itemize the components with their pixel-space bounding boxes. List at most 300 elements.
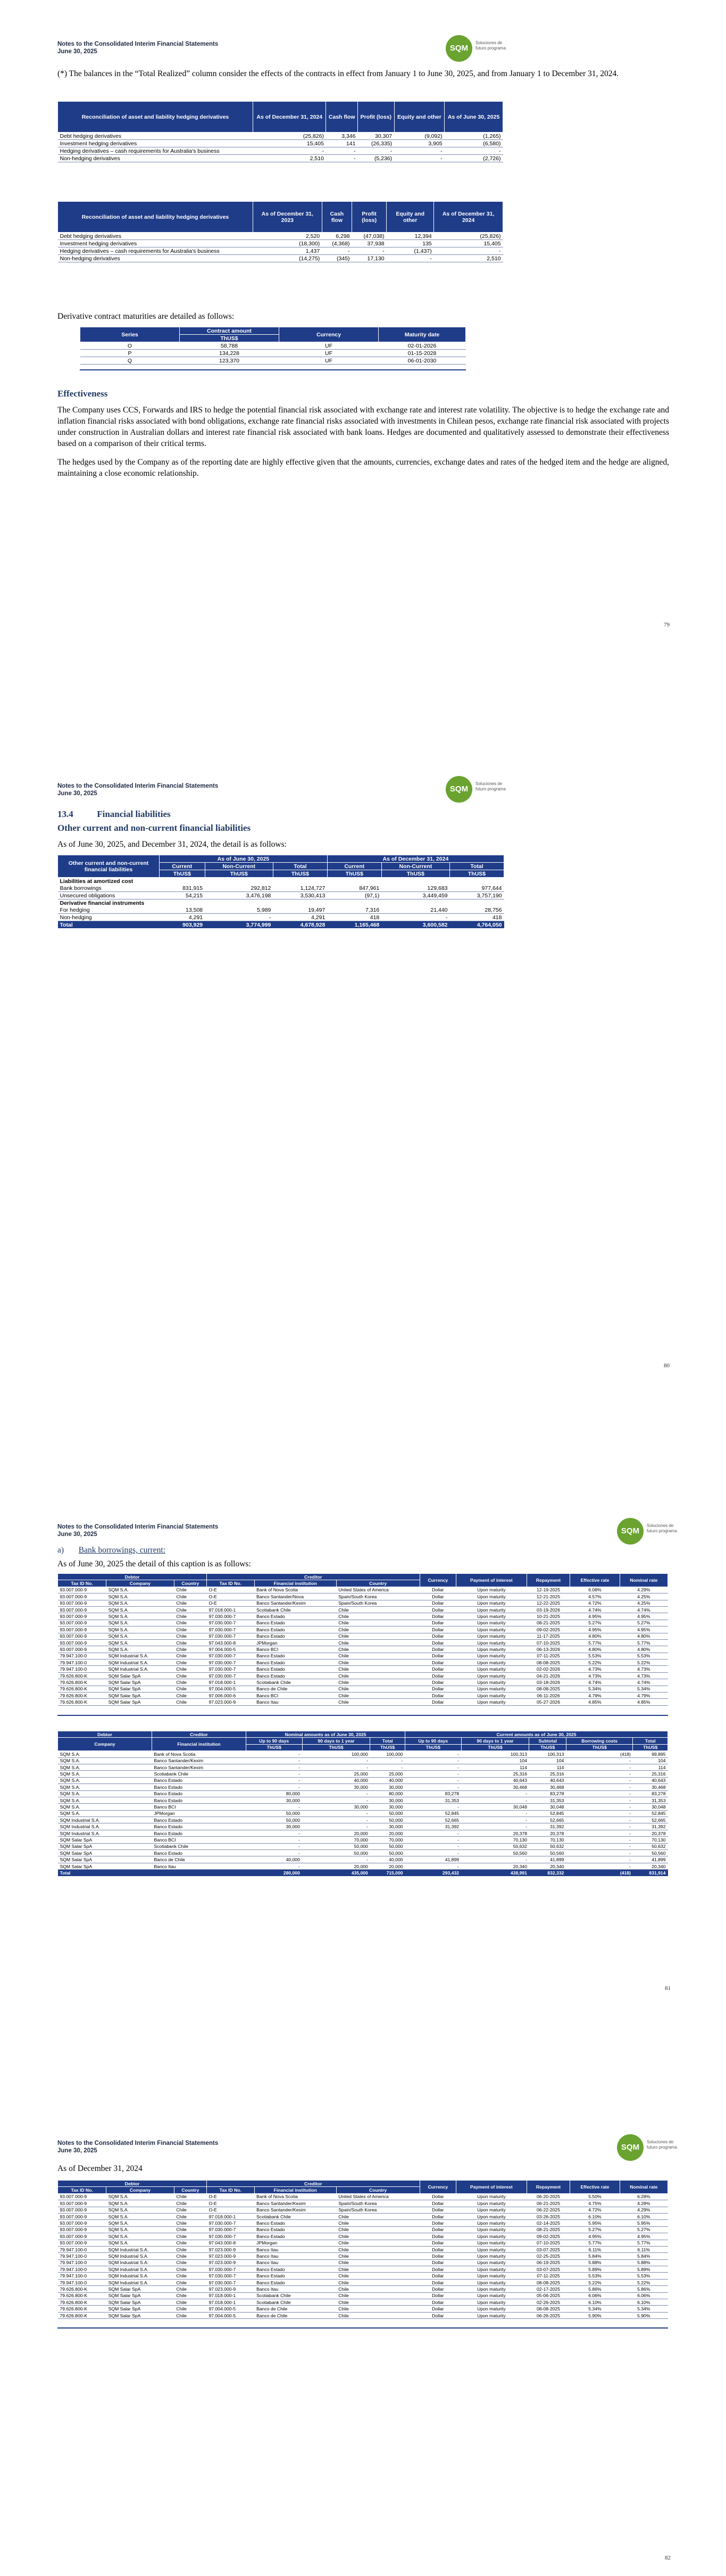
table-cell: (97,1) [327,892,381,899]
table-cell: 52,845 [529,1810,566,1817]
table-cell: SQM S.A. [106,1613,174,1620]
table-cell: Dollar [420,2312,456,2318]
table-cell: 4.85% [620,1699,667,1705]
table-cell: - [357,147,394,155]
table-cell: 93.007.000-9 [58,2226,106,2233]
table-cell: 3,757,190 [450,892,504,899]
table-cell: SQM S.A. [106,2226,174,2233]
table-cell: Banco Itau [254,2286,336,2292]
table-cell: - [405,1777,462,1784]
table-cell: Dollar [420,2259,456,2266]
table-cell: 5.77% [620,2240,667,2246]
table-cell: Chile [336,1699,420,1705]
table-row [58,1843,668,1850]
col-header: Series [80,327,180,342]
table-cell: SQM S.A. [58,1757,152,1764]
table-cell: 97.030.000-7 [206,2220,254,2226]
col-header: Country [336,1580,420,1587]
table-cell: 50,560 [529,1850,566,1856]
table-cell: Upon maturity [456,2220,527,2226]
table-row [58,1830,668,1836]
table-cell: 41,899 [633,1856,668,1863]
table-cell: - [302,1797,370,1803]
table-row [80,357,466,365]
table-cell: 83,278 [529,1790,566,1797]
col-header: Repayment [527,1574,570,1587]
header-date: June 30, 2025 [57,1531,97,1538]
group-header: Nominal amounts as of June 30, 2025 [246,1731,405,1738]
table-cell: 5,989 [205,906,273,914]
table-cell: SQM S.A. [106,1606,174,1613]
group-header: Creditor [206,2181,420,2187]
table-cell: 07-11-2025 [527,2273,570,2279]
table-cell: 123,370 [180,357,279,365]
table-cell: O-E [206,1594,254,1600]
table-row [58,1633,668,1639]
col-header: Cash flow [322,202,352,233]
table-cell: Upon maturity [456,1672,527,1679]
table-cell: 93.007.000-9 [58,1646,106,1653]
table-cell: 20,340 [529,1863,566,1869]
table-cell: Chile [174,2306,206,2312]
page-82 [0,2092,726,2576]
table-cell: 83,278 [405,1790,462,1797]
total-row [58,921,504,929]
logo-tagline: Soluciones de futuro programa [647,1523,677,1533]
table-row [58,1672,668,1679]
table-cell: 5.53% [620,2273,667,2279]
table-cell: 07-10-2025 [527,2240,570,2246]
unit-header: ThUS$ [180,335,279,342]
table-cell: 847,961 [327,885,381,892]
table-cell: Dollar [420,1639,456,1646]
logo-text: SQM [621,1526,640,1535]
table-cell: Chile [336,2273,420,2279]
table-cell: 6,298 [322,233,352,240]
col-header: Contract amount [180,327,279,335]
col-header: Currency [420,1574,456,1587]
table-cell: 97.030.000-7 [206,2279,254,2285]
logo-text: SQM [621,2143,640,2152]
table-cell: - [302,1823,370,1830]
table-cell: 5.77% [570,1639,620,1646]
table-cell: - [322,247,352,255]
table-cell: 02-25-2025 [527,2253,570,2259]
table-cell: - [405,1837,462,1843]
table-row [58,1757,668,1764]
table-cell: Upon maturity [456,1699,527,1705]
table-cell: - [246,1764,303,1770]
table-cell: SQM Salar SpA [106,1692,174,1699]
group-header: Debtor [58,2181,207,2187]
table-cell: 2,510 [434,255,503,262]
table-cell: 70,130 [529,1837,566,1843]
header-date: June 30, 2025 [57,790,97,797]
table-body [58,133,503,162]
table-cell: 3,530,413 [273,892,327,899]
table-body [58,878,504,929]
table-row [58,2240,668,2246]
maturity-table [80,327,466,365]
col-header: 90 days to 1 year [302,1738,370,1744]
subsection-heading [57,1545,669,1556]
table-cell: Chile [174,2253,206,2259]
table-cell: - [405,1850,462,1856]
table-row [58,2286,668,2292]
table-cell: - [566,1804,633,1810]
table-cell: Dollar [420,1594,456,1600]
effectiveness-paragraph-2: The hedges used by the Company as of the reporting date are highly effective given that the amounts, currencies, exchange dates and rates of the hedged item and the hedge are aligned, maintaining a close economic relationship. [57,458,669,478]
col-header: As of December 31, 2024 [434,202,503,233]
table-cell: Spain/South Korea [336,1600,420,1606]
table-cell: Dollar [420,1646,456,1653]
total-cell: (418) [566,1870,633,1876]
table-cell: Banco Estado [254,2273,336,2279]
table-cell: 20,000 [370,1863,405,1869]
table-cell: 1,124,727 [273,885,327,892]
col-header: Non-Current [205,863,273,870]
table-cell: Chile [174,1620,206,1626]
table-cell: Chile [174,1626,206,1633]
table-cell: Chile [336,2213,420,2219]
table-cell: - [566,1830,633,1836]
table-cell: Upon maturity [456,2306,527,2312]
logo-tagline: Soluciones de futuro programa [475,781,506,791]
table-cell: Banco Estado [254,1626,336,1633]
table-cell: Banco Estado [152,1850,246,1856]
table-cell: SQM Salar SpA [106,1699,174,1705]
table-cell [450,899,504,907]
table-body [58,2193,668,2318]
table-row [58,2259,668,2266]
bank-borrowings-intro: As of June 30, 2025 the detail of this caption is as follows: [57,1559,251,1568]
table-cell: (25,826) [253,133,326,140]
table-cell: Debt hedging derivatives [58,233,253,240]
table-cell: - [246,1757,303,1764]
total-cell: 715,000 [370,1870,405,1876]
table-row [58,2266,668,2273]
table-cell: 97.004.000-5 [206,1686,254,1692]
table-cell: United States of America [336,2193,420,2200]
table-cell: Chile [174,1646,206,1653]
table-cell: 21,440 [381,906,449,914]
table-cell: 5.27% [570,1620,620,1626]
table-cell: 5.34% [570,1686,620,1692]
table-cell [381,878,449,885]
table-cell: 5.86% [570,2286,620,2292]
table-cell: - [246,1843,303,1850]
table-cell: SQM Industrial S.A. [58,1830,152,1836]
table-cell: Chile [174,1692,206,1699]
table-cell: Banco Estado [254,2220,336,2226]
table-cell: 5.77% [570,2240,620,2246]
table-cell: Banco Estado [254,1659,336,1666]
table-cell: 4.95% [620,1613,667,1620]
table-cell: O [80,342,180,350]
table-cell: - [461,1817,529,1823]
table-row [58,906,504,914]
table-cell: Dollar [420,1699,456,1705]
table-cell: Chile [174,1587,206,1593]
table-cell: 20,340 [633,1863,668,1869]
table-cell: 2,510 [253,155,326,162]
table-cell: 292,812 [205,885,273,892]
table-row [58,1771,668,1777]
table-cell: 25,316 [633,1771,668,1777]
table-cell: United States of America [336,1587,420,1593]
table-cell: Chile [174,2213,206,2219]
table-cell: 97.018.000-1 [206,2292,254,2299]
col-header: Non-Current [381,863,449,870]
table-cell: SQM S.A. [58,1797,152,1803]
unit-header: ThUS$ [566,1744,633,1751]
table-cell: - [405,1764,462,1770]
table-cell: Chile [336,1646,420,1653]
table-cell: 09-02-2025 [527,2233,570,2240]
table-cell: JPMorgan [152,1810,246,1817]
col-header: Other current and non-current financial liabilities [58,855,160,878]
table-row [58,1764,668,1770]
table-cell: - [566,1823,633,1830]
table-rule [80,369,466,370]
col-header: Equity and other [394,102,444,133]
table-row [58,2299,668,2306]
table-cell: SQM S.A. [106,2200,174,2207]
table-cell: 3,449,459 [381,892,449,899]
table-cell: Upon maturity [456,1639,527,1646]
table-cell: Banco BCI [152,1804,246,1810]
table-cell: 25,316 [529,1771,566,1777]
table-row [58,255,503,262]
table-cell: SQM Salar SpA [106,1672,174,1679]
total-cell: 831,914 [633,1870,668,1876]
table-cell: Upon maturity [456,2273,527,2279]
table-cell: 30,307 [357,133,394,140]
table-cell: SQM S.A. [58,1784,152,1790]
table-cell: (5,236) [357,155,394,162]
row-label: Derivative financial instruments [60,899,145,906]
table-cell: Chile [174,2246,206,2252]
table-cell: 114 [529,1764,566,1770]
table-cell: 50,632 [461,1843,529,1850]
table-cell: 129,683 [381,885,449,892]
table-cell: Upon maturity [456,1692,527,1699]
table-cell: SQM S.A. [106,2233,174,2240]
table-cell: 79.626.800-K [58,1686,106,1692]
table-cell: 79.626.800-K [58,2286,106,2292]
table-cell [327,899,381,907]
total-cell: 903,929 [160,921,205,929]
table-cell: Banco Estado [254,2226,336,2233]
table-cell [205,899,273,907]
table-cell: Bank of Nova Scotia [254,2193,336,2200]
table-cell: - [566,1771,633,1777]
table-cell: Dollar [420,1666,456,1672]
table-cell: Chile [174,2193,206,2200]
page-80 [0,745,726,1410]
table-cell: 79.626.800-K [58,2306,106,2312]
table-cell: Dollar [420,1587,456,1593]
table-cell: 79.626.800-K [58,2312,106,2318]
table-cell: Banco Estado [152,1790,246,1797]
table-cell: - [566,1777,633,1784]
table-cell: 79.626.800-K [58,1679,106,1686]
page-header [57,1523,218,1538]
table-cell: 15,405 [253,140,326,147]
table-cell: Banco Itau [254,2259,336,2266]
header-title: Notes to the Consolidated Interim Financial Statements [57,1524,219,1530]
table-cell: 97.030.000-7 [206,2233,254,2240]
col-header: Total [370,1738,405,1744]
logo-text: SQM [449,785,469,794]
table-cell: 4.85% [570,1699,620,1705]
table-cell: SQM Salar SpA [106,1686,174,1692]
table-cell: 5.34% [620,1686,667,1692]
table-cell: 70,130 [461,1837,529,1843]
table-cell: 5.86% [620,2286,667,2292]
table-cell: - [246,1784,303,1790]
table-cell: Banco Itau [152,1863,246,1869]
table-cell: SQM Salar SpA [106,2286,174,2292]
table-cell: 5.53% [570,2273,620,2279]
table-cell: 30,000 [370,1784,405,1790]
table-cell: 100,000 [370,1751,405,1757]
table-cell: 4.95% [620,1626,667,1633]
table-cell: Banco Estado [254,1613,336,1620]
table-cell: 52,665 [529,1817,566,1823]
table-cell: Dollar [420,2286,456,2292]
col-header: Reconciliation of asset and liability hedging derivatives [58,202,253,233]
table-cell: Banco de Chile [254,1686,336,1692]
col-header: Effective rate [570,1574,620,1587]
table-cell: Upon maturity [456,1600,527,1606]
col-header: Tax ID No. [58,2187,106,2193]
table-cell: Scotiabank Chile [254,2299,336,2306]
table-cell: Spain/South Korea [336,1594,420,1600]
table-cell: 97.023.000-9 [206,2286,254,2292]
table-cell: 93.007.000-9 [58,1639,106,1646]
table-cell: Upon maturity [456,1653,527,1659]
table-cell: Dollar [420,2207,456,2213]
table-cell: 5.95% [570,2220,620,2226]
table-cell: 134,228 [180,350,279,357]
table-cell: SQM S.A. [106,1620,174,1626]
table-cell: Banco Santander/Kexim [254,1600,336,1606]
table-cell: Chile [174,2200,206,2207]
table-cell: 4.74% [570,1679,620,1686]
table-cell: 6.10% [570,2299,620,2306]
table-cell: 06-21-2025 [527,2200,570,2207]
table-cell: Dollar [420,2273,456,2279]
table-cell: 5.53% [620,1653,667,1659]
table-cell: Upon maturity [456,1613,527,1620]
logo-text: SQM [449,44,469,53]
total-cell: 4,678,928 [273,921,327,929]
table-cell: 114 [633,1764,668,1770]
table-row [58,2193,668,2200]
table-cell: 79.626.800-K [58,2299,106,2306]
table-cell: - [326,155,358,162]
table-cell: Chile [336,1613,420,1620]
table-cell: 02-17-2025 [527,2286,570,2292]
table-cell: 79.626.800-K [58,1672,106,1679]
table-cell: SQM Salar SpA [106,2292,174,2299]
table-cell: 6.11% [570,2246,620,2252]
table-cell: 97.018.000-1 [206,1679,254,1686]
table-cell: Chile [174,1594,206,1600]
table-cell: 93.007.000-9 [58,2207,106,2213]
table-row [58,240,503,247]
table-cell: 70,000 [302,1837,370,1843]
table-cell: Chile [174,2286,206,2292]
table-cell: UF [279,342,379,350]
item-title: Bank borrowings, current: [78,1546,165,1555]
table-cell: 6.06% [570,2292,620,2299]
table-cell: 41,899 [529,1856,566,1863]
table-cell: 418 [327,914,381,921]
table-cell: 30,048 [633,1804,668,1810]
col-header: Currency [420,2181,456,2194]
item-letter: a) [57,1546,64,1555]
table-cell: (418) [566,1751,633,1757]
unit-header: ThUS$ [381,870,449,878]
table-cell: 12-19-2025 [527,1587,570,1593]
unit-header: ThUS$ [273,870,327,878]
table-cell: 93.007.000-9 [58,2200,106,2207]
table-cell: - [405,1751,462,1757]
table-cell: - [302,1764,370,1770]
table-cell: 97.030.000-7 [206,2273,254,2279]
table-cell: 97.004.000-5 [206,2306,254,2312]
col-header: Payment of interest [456,2181,527,2194]
unit-header: ThUS$ [529,1744,566,1751]
table-cell: Banco Estado [254,1653,336,1659]
table-cell: 93.007.000-9 [58,1594,106,1600]
table-cell: 97.004.000-5 [206,2312,254,2318]
table-cell: 08-21-2025 [527,1620,570,1626]
table-cell: Banco Estado [254,1672,336,1679]
total-cell: 280,000 [246,1870,303,1876]
table-cell: Investment hedging derivatives [58,140,253,147]
table-cell: Chile [336,2246,420,2252]
table-cell: SQM Industrial S.A. [106,1659,174,1666]
table-row [58,2226,668,2233]
col-header: Company [106,1580,174,1587]
table-cell: - [246,1830,303,1836]
table-cell: 10-21-2025 [527,1613,570,1620]
table-cell: - [461,1797,529,1803]
table-cell: 977,644 [450,885,504,892]
table-cell: 50,000 [370,1817,405,1823]
table-cell: O-E [206,2207,254,2213]
table-row [58,133,503,140]
table-cell: 93.007.000-9 [58,2233,106,2240]
table-row [58,2220,668,2226]
table-cell: 06-19-2025 [527,2259,570,2266]
table-cell: 4.57% [570,1594,620,1600]
table-cell: Chile [174,2292,206,2299]
table-cell: Banco Santander/Kexim [254,2200,336,2207]
table-cell: 6.08% [570,1587,620,1593]
table-cell: 02-14-2025 [527,2220,570,2226]
table-cell: 5.22% [570,2279,620,2285]
table-row [58,1659,668,1666]
table-cell: - [370,1757,405,1764]
table-row [58,2207,668,2213]
table-cell: Chile [336,2226,420,2233]
table-cell: 6.10% [620,2299,667,2306]
table-row [58,247,503,255]
